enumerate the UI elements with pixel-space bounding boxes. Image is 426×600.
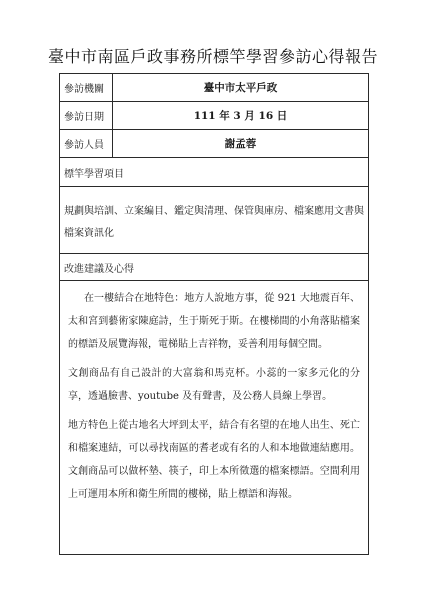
report-form [59,73,369,555]
suggestions-header-row [60,254,368,281]
org-row [60,74,368,102]
staff-row [60,130,368,158]
learning-items: 規劃與培訓、立案編目、鑑定與清理、保管與庫房、檔案應用文書與檔案資訊化 [64,206,364,239]
suggestions-label: 改進建議及心得 [64,263,134,275]
suggestion-paragraph-3: 地方特色上從古地名大坪到太平，結合有名望的在地人出生、死亡和檔案連結，可以尋找南區的耆老或有名的人和本地做連結應用。文創商品可以做杯墊、筷子，印上本所徵選的檔案標語。空間利用上可運用本所和衛生所間的樓梯，貼上標語和海報。 [68,420,360,500]
suggestion-paragraph-1: 在一樓結合在地特色：地方人說地方事，從 921 大地震百年、太和宮到藝術家陳庭詩，生于斯死于斯。在樓梯間的小角落貼檔案的標語及展覽海報，電梯貼上吉祥物，妥善利用每個空間。 [68,293,360,350]
org-label: 參訪機關 [60,74,113,101]
learning-label: 標竿學習項目 [64,168,124,180]
org-value: 臺中市太平戶政 [203,82,278,94]
suggestions-content [60,281,368,554]
date-value: 111 年 3 月 16 日 [193,110,288,122]
learning-items-row [60,187,368,254]
staff-label: 參訪人員 [60,130,113,157]
suggestion-paragraph-2: 文創商品有自己設計的大富翁和馬克杯。小蕊的一家多元化的分享，透過臉書、youtube 及有聲書，及公務人員線上學習。 [68,368,360,402]
report-title: 臺中市南區戶政事務所標竿學習參訪心得報告 [47,47,378,66]
staff-value: 謝孟蓉 [224,138,257,150]
date-label: 參訪日期 [60,102,113,129]
suggestions-content-row [60,281,368,554]
date-row [60,102,368,130]
learning-header-row [60,158,368,187]
